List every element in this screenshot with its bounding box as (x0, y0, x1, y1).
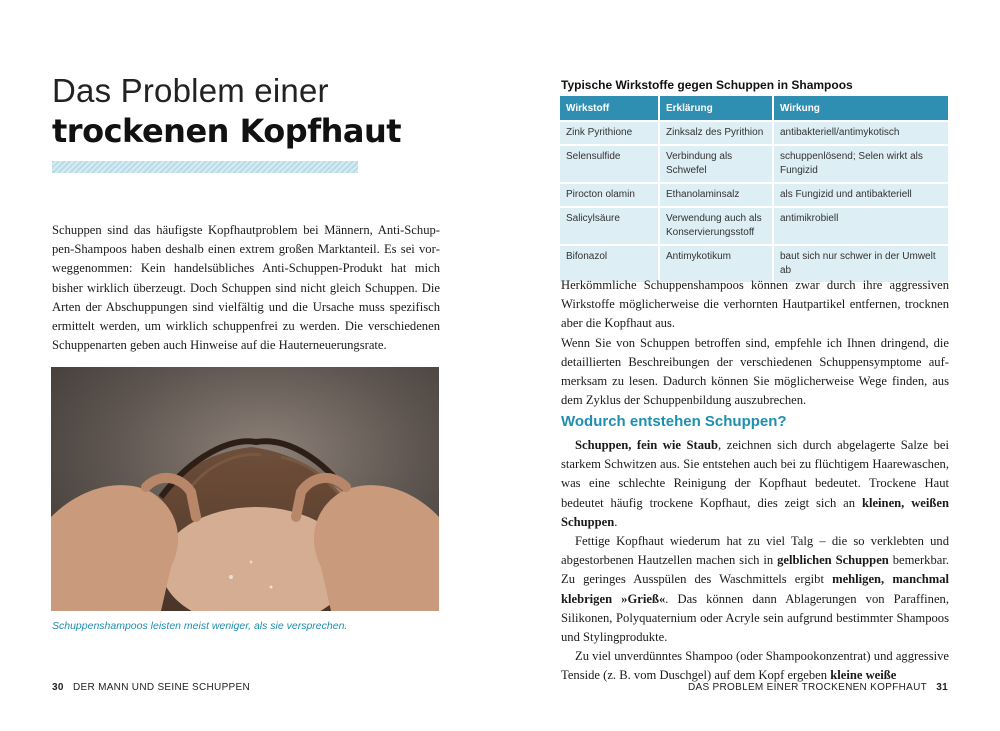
table-header-row (560, 96, 948, 120)
table-cell: Ethanolaminsalz (660, 182, 774, 206)
table-cell: Zink Pyrithione (560, 120, 660, 144)
intro-paragraph: Schuppen sind das häufigste Kopfhautproblem bei Männern, Anti-Schuppen-Shampoos haben deshalb einen extrem großen Marktanteil. Es sei vorweggenommen: Kein handelsübliches Anti-Schuppen-Produkt hat mich bisher wirklich überzeugt. Doch Schuppen sind nicht gleich Schuppen. Die Arten der Abschuppungen sind vielfältig und die Ursache muss spezifisch ermittelt werden, um wirklich schuppenfrei zu werden. Die verschiedenen Schuppenarten geben auch Hinweise auf die Hauterneuerungsrate. (52, 223, 440, 353)
hair-washing-photo (51, 367, 439, 611)
bold-term: kleinen, weißen Schuppen (561, 495, 949, 529)
table-cell: Selensulfide (560, 144, 660, 182)
paragraph-text: Fettige Kopfhaut wiederum hat zu viel Talg – die so verklebten und abgestorbenen Hautzellen machen sich in (561, 534, 949, 568)
photo-caption: Schuppenshampoos leisten meist weniger, als sie versprechen. (52, 620, 348, 632)
table-row (560, 182, 948, 206)
table-cell: baut sich nur schwer in der Umwelt ab (774, 244, 948, 282)
running-head-left: DER MANN UND SEINE SCHUPPEN (72, 682, 250, 693)
paragraph (561, 532, 949, 647)
table-cell: Bifonazol (560, 244, 660, 282)
table-cell: antibakteriell/antimykotisch (774, 120, 948, 144)
title-underline (52, 161, 358, 173)
paragraph-text: . Das können dann Ablagerungen von Paraffinen, Silikonen, Polyquaternium oder Acryle sein aufgrund bestimmter Shampoos und Stylingprodukte. (561, 591, 949, 645)
paragraph-text: , zeichnen sich durch abgelagerte Salze bei starkem Schwitzen aus. Sie entstehen auch bei zu flüchtigem Haarewaschen, was eine schlechte Reinigung der Kopfhaut bedeutet. Trockene Haut bedeutet häufig trockene Kopfhaut, dies zeigt sich an (561, 438, 949, 510)
running-head-right: DAS PROBLEM EINER TROCKENEN KOPFHAUT (688, 682, 928, 693)
table-row (560, 144, 948, 182)
table-row (560, 120, 948, 144)
table-cell: Verwendung auch als Konservierungsstoff (660, 206, 774, 244)
page-title-line1: Das Problem einer (52, 72, 329, 109)
table-title: Typische Wirkstoffe gegen Schuppen in Shampoos (561, 78, 853, 92)
bold-term: gelblichen Schuppen (777, 553, 889, 568)
page-number-right: 31 (936, 682, 948, 693)
table-cell: Pirocton olamin (560, 182, 660, 206)
paragraph-text: . (614, 514, 618, 529)
footer-right (688, 682, 948, 693)
table-cell: Salicylsäure (560, 206, 660, 244)
paragraph (561, 647, 949, 685)
footer-left (52, 682, 250, 693)
page-title-line2: trockenen Kopfhaut (52, 112, 402, 150)
bold-term: Schuppen, fein wie Staub (575, 438, 719, 452)
bold-term: kleine weiße (830, 668, 897, 683)
paragraph-text: Zu viel unverdünntes Shampoo (oder Shampookonzentrat) und aggressive Tenside (z. B. vom Duschgel) auf dem Kopf ergeben (561, 649, 949, 683)
paragraph: Herkömmliche Schuppenshampoos können zwar durch ihre aggressiven Wirkstoffe möglicherweise die verhornten Hautpartikel entfernen, trocknen aber die Kopfhaut aus. (561, 278, 949, 331)
paragraph (561, 436, 949, 532)
right-intro (561, 276, 949, 410)
table-header-cell: Wirkstoff (560, 96, 660, 120)
table-cell: Zinksalz des Pyrithion (660, 120, 774, 144)
table-row (560, 206, 948, 244)
table-header-cell: Wirkung (774, 96, 948, 120)
page-number-left: 30 (52, 682, 64, 693)
table-header-cell: Erklärung (660, 96, 774, 120)
paragraph: Wenn Sie von Schuppen betroffen sind, empfehle ich Ihnen dringend, die detaillierten Beschreibungen der verschiedenen Schuppensymptome aufmerksam zu lesen. Dadurch können Sie möglicherweise Wege finden, aus dem Zyklus der Schuppenbildung auszubrechen. (561, 335, 949, 408)
table-cell: Verbindung als Schwefel (660, 144, 774, 182)
paragraph-text: bemerkbar. Zu geringes Ausspülen des Waschmittels ergibt (561, 553, 950, 587)
bold-term: mehligen, manchmal klebrigen »Grieß« (561, 572, 949, 606)
section-heading: Wodurch entstehen Schuppen? (561, 413, 787, 430)
table-cell: als Fungizid und antibakteriell (774, 182, 948, 206)
table-cell: Antimykotikum (660, 244, 774, 282)
active-ingredients-table (560, 96, 948, 282)
table-cell: schuppenlösend; Selen wirkt als Fungizid (774, 144, 948, 182)
table-cell: antimikrobiell (774, 206, 948, 244)
section-body (561, 436, 949, 686)
